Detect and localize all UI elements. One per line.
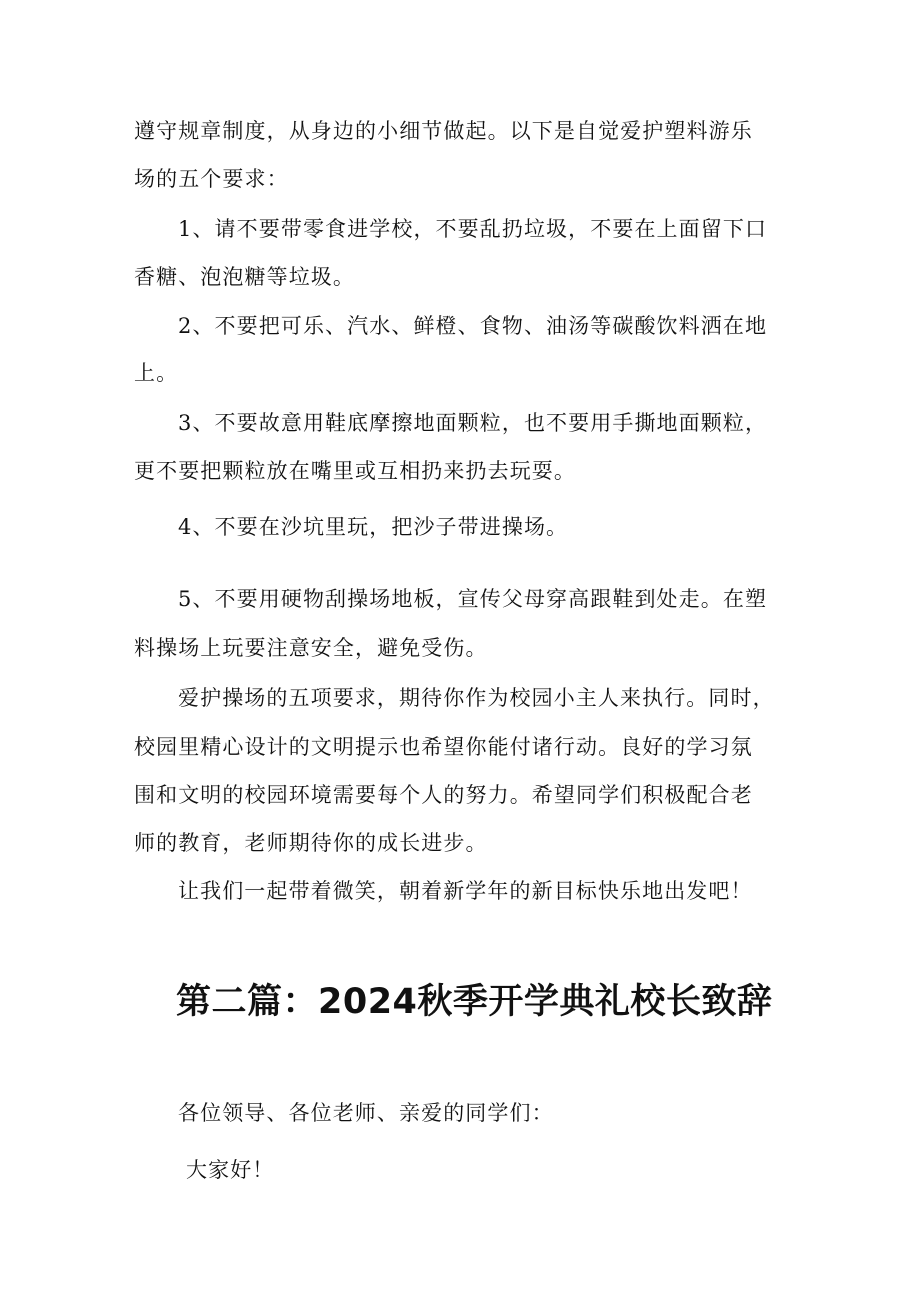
- paragraph-line: 让我们一起带着微笑，朝着新学年的新目标快乐地出发吧！: [178, 879, 753, 903]
- paragraph-line: 爱护操场的五项要求，期待你作为校园小主人来执行。同时，: [178, 686, 775, 710]
- rule-item-3-continued: 更不要把颗粒放在嘴里或互相扔来扔去玩耍。: [134, 459, 576, 483]
- rule-item-4: 4、不要在沙坑里玩，把沙子带进操场。: [178, 515, 569, 539]
- paragraph-line: 遵守规章制度，从身边的小细节做起。以下是自觉爱护塑料游乐: [134, 119, 753, 143]
- salutation: 各位领导、各位老师、亲爱的同学们：: [178, 1101, 554, 1125]
- rule-item-2: 2、不要把可乐、汽水、鲜橙、食物、油汤等碳酸饮料洒在地: [178, 314, 768, 338]
- rule-item-5-continued: 料操场上玩要注意安全，避免受伤。: [134, 636, 488, 660]
- rule-item-1: 1、请不要带零食进学校，不要乱扔垃圾，不要在上面留下口: [178, 217, 768, 241]
- greeting: 大家好！: [186, 1158, 275, 1182]
- paragraph-line: 场的五个要求：: [134, 167, 289, 191]
- paragraph-line: 围和文明的校园环境需要每个人的努力。希望同学们积极配合老: [134, 783, 753, 807]
- rule-item-5: 5、不要用硬物刮操场地板，宣传父母穿高跟鞋到处走。在塑: [178, 587, 768, 611]
- section-heading: 第二篇：2024秋季开学典礼校长致辞: [176, 982, 773, 1022]
- rule-item-2-continued: 上。: [134, 361, 179, 385]
- rule-item-3: 3、不要故意用鞋底摩擦地面颗粒，也不要用手撕地面颗粒，: [178, 411, 768, 435]
- rule-item-1-continued: 香糖、泡泡糖等垃圾。: [134, 265, 355, 289]
- paragraph-line: 校园里精心设计的文明提示也希望你能付诸行动。良好的学习氛: [134, 735, 753, 759]
- paragraph-line: 师的教育，老师期待你的成长进步。: [134, 831, 488, 855]
